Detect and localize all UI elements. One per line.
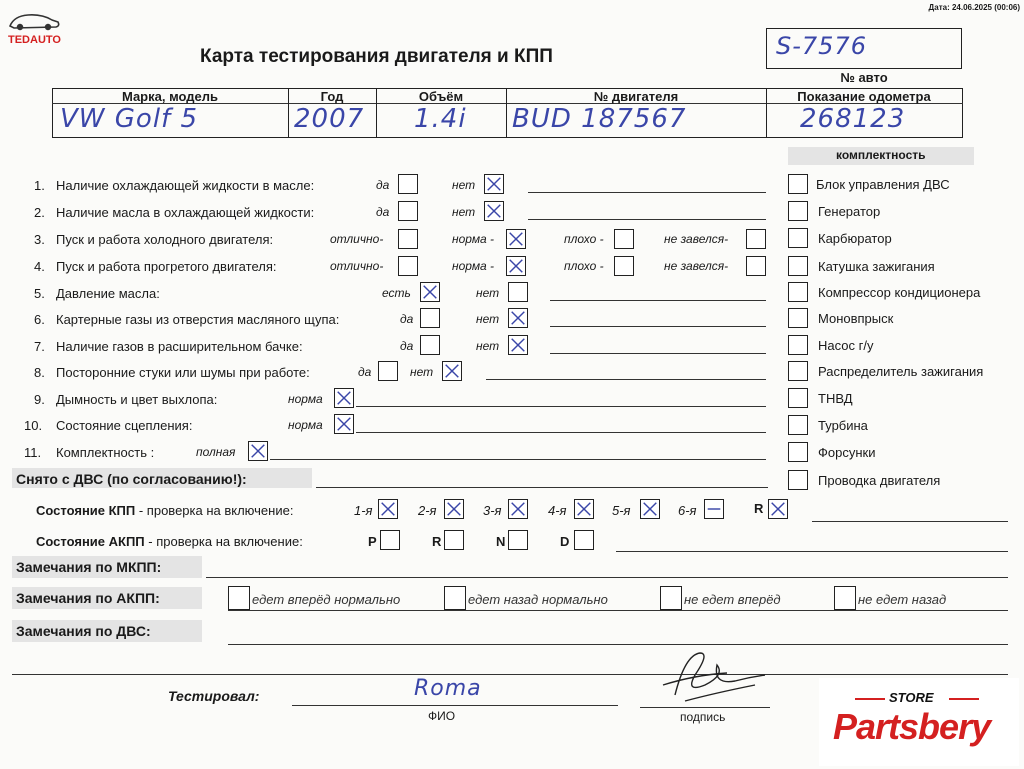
- fio-label: ФИО: [428, 709, 456, 723]
- check-7-no[interactable]: [508, 335, 528, 355]
- opt-yes-8: да: [358, 365, 372, 379]
- check-4-bad[interactable]: [614, 256, 634, 276]
- page-title: Карта тестирования двигателя и КПП: [200, 46, 553, 67]
- remarks-akpp-label: Замечания по АКПП:: [16, 590, 160, 606]
- header-odometer: Показание одометра: [797, 89, 931, 104]
- opt-bad-4: плохо -: [564, 259, 604, 273]
- check-line-1: [528, 192, 766, 193]
- kpp-gear-label-3: 3-я: [483, 503, 502, 518]
- header-volume: Объём: [418, 89, 464, 104]
- check-label-11: Комплектность :: [56, 445, 155, 460]
- opt-normal-10: норма: [288, 418, 323, 432]
- sign-label: подпись: [680, 710, 726, 724]
- check-11-full[interactable]: [248, 441, 268, 461]
- value-odometer: 268123: [800, 104, 906, 134]
- akpp-mode-box-3[interactable]: [508, 530, 528, 550]
- kpp-gear-box-2[interactable]: [444, 499, 464, 519]
- opt-bad-3: плохо -: [564, 232, 604, 246]
- check-3-excellent[interactable]: [398, 229, 418, 249]
- kit-item-6: Моновпрыск: [818, 311, 894, 326]
- opt-full-11: полная: [196, 445, 236, 459]
- check-num-10: 10.: [24, 418, 43, 433]
- check-3-bad[interactable]: [614, 229, 634, 249]
- value-year: 2007: [294, 104, 365, 134]
- removed-label: Снято с ДВС (по согласованию!):: [16, 471, 247, 487]
- check-label-5: Давление масла:: [56, 286, 160, 301]
- kpp-gear-box-7[interactable]: [768, 499, 788, 519]
- kpp-gear-label-7: R: [754, 501, 764, 516]
- check-label-2: Наличие масла в охлаждающей жидкости:: [56, 205, 315, 220]
- kit-checkbox-12[interactable]: [788, 470, 808, 490]
- check-3-normal[interactable]: [506, 229, 526, 249]
- kit-item-1: Блок управления ДВС: [816, 177, 950, 192]
- check-num-8: 8.: [34, 365, 45, 380]
- opt-no-6: нет: [476, 312, 500, 326]
- akpp-remark-box-4[interactable]: [834, 586, 856, 610]
- opt-nostart-3: не завелся-: [664, 232, 729, 246]
- header-year: Год: [320, 89, 344, 104]
- akpp-remark-label-1: едет вперёд нормально: [252, 592, 401, 607]
- kpp-gear-box-6[interactable]: [704, 499, 724, 519]
- opt-no-1: нет: [452, 178, 476, 192]
- logo-text: TEDAUTO: [8, 34, 61, 46]
- car-number-value: S-7576: [776, 32, 867, 60]
- header-make-model: Марка, модель: [121, 89, 219, 104]
- check-8-yes[interactable]: [378, 361, 398, 381]
- car-logo-icon: [6, 8, 62, 34]
- check-num-6: 6.: [34, 312, 45, 327]
- check-label-6: Картерные газы из отверстия масляного щупа:: [56, 312, 340, 327]
- kit-checkbox-5[interactable]: [788, 282, 808, 302]
- opt-present-5: есть: [382, 286, 411, 300]
- akpp-mode-label-3: N: [496, 534, 506, 549]
- kpp-gear-box-1[interactable]: [378, 499, 398, 519]
- value-make-model: VW Golf 5: [60, 104, 198, 134]
- watermark-main: Partsbery: [833, 706, 991, 747]
- kpp-gear-box-4[interactable]: [574, 499, 594, 519]
- check-1-no[interactable]: [484, 174, 504, 194]
- check-4-normal[interactable]: [506, 256, 526, 276]
- kpp-gear-label-5: 5-я: [612, 503, 631, 518]
- opt-excellent-3: отлично-: [330, 232, 384, 246]
- check-line-7: [550, 353, 766, 354]
- car-number-label: № авто: [840, 70, 888, 85]
- check-line-6: [550, 326, 766, 327]
- kit-item-7: Насос г/у: [818, 338, 874, 353]
- kpp-row: [36, 503, 293, 518]
- check-line-8: [486, 379, 766, 380]
- kit-checkbox-6[interactable]: [788, 308, 808, 328]
- check-2-yes[interactable]: [398, 201, 418, 221]
- signature: [655, 645, 775, 705]
- akpp-mode-label-2: R: [432, 534, 442, 549]
- remarks-dvs-label: Замечания по ДВС:: [16, 623, 151, 639]
- opt-nostart-4: не завелся-: [664, 259, 729, 273]
- check-line-11: [270, 459, 766, 460]
- kit-checkbox-1[interactable]: [788, 174, 808, 194]
- akpp-remark-line: [228, 610, 1008, 611]
- check-num-7: 7.: [34, 339, 45, 354]
- remarks-mkpp-label: Замечания по МКПП:: [16, 559, 162, 575]
- brand-logo: [6, 8, 62, 48]
- kpp-gear-label-2: 2-я: [418, 503, 437, 518]
- akpp-remark-label-3: не едет вперёд: [684, 592, 781, 607]
- check-6-yes[interactable]: [420, 308, 440, 328]
- check-label-7: Наличие газов в расширительном бачке:: [56, 339, 303, 354]
- akpp-remark-box-1[interactable]: [228, 586, 250, 610]
- opt-no-7: нет: [476, 339, 500, 353]
- check-5-present[interactable]: [420, 282, 440, 302]
- akpp-remark-label-2: едет назад нормально: [468, 592, 608, 607]
- check-num-11: 11.: [24, 445, 42, 460]
- opt-yes-2: да: [376, 205, 390, 219]
- check-8-no[interactable]: [442, 361, 462, 381]
- check-10-normal[interactable]: [334, 414, 354, 434]
- kit-checkbox-7[interactable]: [788, 335, 808, 355]
- check-num-9: 9.: [34, 392, 45, 407]
- watermark-store: STORE: [889, 690, 934, 705]
- kpp-label: Состояние КПП: [36, 503, 136, 518]
- check-3-nostart[interactable]: [746, 229, 766, 249]
- akpp-mode-box-4[interactable]: [574, 530, 594, 550]
- kit-item-12: Проводка двигателя: [818, 473, 941, 488]
- opt-yes-6: да: [400, 312, 414, 326]
- opt-yes-7: да: [400, 339, 414, 353]
- date-stamp: Дата: 24.06.2025 (00:06): [928, 3, 1020, 12]
- kit-checkbox-2[interactable]: [788, 201, 808, 221]
- kit-checkbox-11[interactable]: [788, 442, 808, 462]
- kpp-desc: - проверка на включение:: [135, 503, 294, 518]
- kpp-gear-label-4: 4-я: [548, 503, 567, 518]
- value-engine-number: BUD 187567: [512, 104, 687, 134]
- akpp-remark-box-2[interactable]: [444, 586, 466, 610]
- check-line-9: [356, 406, 766, 407]
- opt-normal-4: норма -: [452, 259, 495, 273]
- check-line-10: [356, 432, 766, 433]
- check-label-10: Состояние сцепления:: [56, 418, 193, 433]
- check-label-9: Дымность и цвет выхлопа:: [56, 392, 218, 407]
- akpp-remark-label-4: не едет назад: [858, 592, 947, 607]
- kit-checkbox-8[interactable]: [788, 361, 808, 381]
- kit-item-2: Генератор: [818, 204, 881, 219]
- check-line-2: [528, 219, 766, 220]
- tester-name: Roma: [414, 676, 482, 701]
- check-7-yes[interactable]: [420, 335, 440, 355]
- value-volume: 1.4i: [414, 104, 467, 134]
- kit-checkbox-9[interactable]: [788, 388, 808, 408]
- akpp-remark-box-3[interactable]: [660, 586, 682, 610]
- check-line-5: [550, 300, 766, 301]
- check-label-3: Пуск и работа холодного двигателя:: [56, 232, 274, 247]
- check-num-5: 5.: [34, 286, 45, 301]
- kit-checkbox-10[interactable]: [788, 415, 808, 435]
- tested-by-label: Тестировал:: [168, 688, 260, 704]
- akpp-desc: - проверка на включение:: [144, 534, 303, 549]
- check-5-no[interactable]: [508, 282, 528, 302]
- opt-no-2: нет: [452, 205, 476, 219]
- check-num-3: 3.: [34, 232, 45, 247]
- opt-normal-9: норма: [288, 392, 323, 406]
- kit-item-10: Турбина: [818, 418, 868, 433]
- opt-normal-3: норма -: [452, 232, 495, 246]
- kpp-gear-label-6: 6-я: [678, 503, 697, 518]
- akpp-mode-label-1: P: [368, 534, 377, 549]
- kpp-gear-box-5[interactable]: [640, 499, 660, 519]
- kit-item-4: Катушка зажигания: [818, 259, 935, 274]
- check-4-excellent[interactable]: [398, 256, 418, 276]
- akpp-row: [36, 534, 303, 549]
- opt-yes-1: да: [376, 178, 390, 192]
- opt-no-5: нет: [476, 286, 500, 300]
- partsbery-watermark: [819, 678, 1019, 766]
- akpp-mode-box-1[interactable]: [380, 530, 400, 550]
- kpp-gear-box-3[interactable]: [508, 499, 528, 519]
- header-engine-number: № двигателя: [593, 89, 679, 104]
- check-6-no[interactable]: [508, 308, 528, 328]
- kpp-gear-label-1: 1-я: [354, 503, 373, 518]
- opt-excellent-4: отлично-: [330, 259, 384, 273]
- check-label-4: Пуск и работа прогретого двигателя:: [56, 259, 277, 274]
- check-2-no[interactable]: [484, 201, 504, 221]
- kit-item-11: Форсунки: [818, 445, 876, 460]
- check-num-4: 4.: [34, 259, 45, 274]
- kit-item-5: Компрессор кондиционера: [818, 285, 981, 300]
- kit-item-9: ТНВД: [818, 391, 853, 406]
- check-9-normal[interactable]: [334, 388, 354, 408]
- akpp-mode-box-2[interactable]: [444, 530, 464, 550]
- opt-no-8: нет: [410, 365, 434, 379]
- akpp-label: Состояние АКПП: [36, 534, 145, 549]
- kit-title: комплектность: [836, 148, 926, 162]
- akpp-mode-label-4: D: [560, 534, 570, 549]
- check-label-8: Посторонние стуки или шумы при работе:: [56, 365, 310, 380]
- kit-item-3: Карбюратор: [818, 231, 892, 246]
- kit-checkbox-4[interactable]: [788, 256, 808, 276]
- kit-checkbox-3[interactable]: [788, 228, 808, 248]
- check-num-1: 1.: [34, 178, 45, 193]
- check-num-2: 2.: [34, 205, 45, 220]
- kit-item-8: Распределитель зажигания: [818, 364, 984, 379]
- check-4-nostart[interactable]: [746, 256, 766, 276]
- check-1-yes[interactable]: [398, 174, 418, 194]
- check-label-1: Наличие охлаждающей жидкости в масле:: [56, 178, 315, 193]
